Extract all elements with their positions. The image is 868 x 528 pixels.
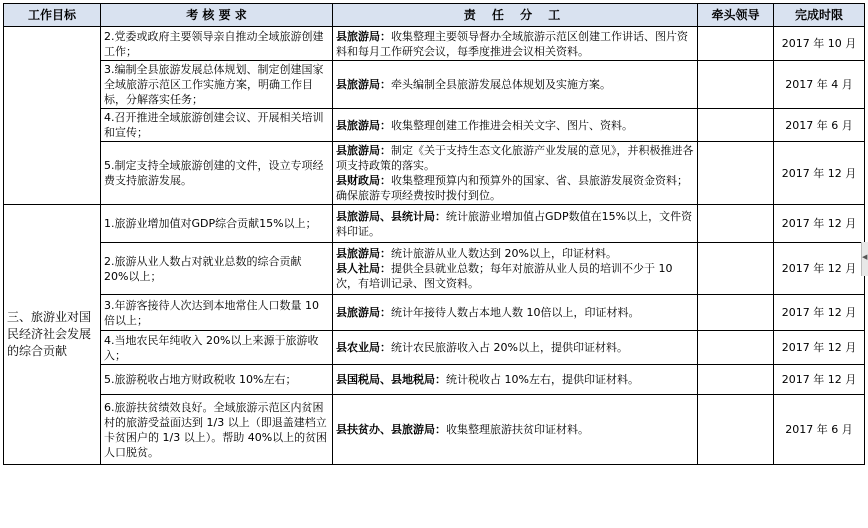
deadline-cell: 2017 年 4 月	[774, 61, 865, 109]
responsibility-text: 统计农民旅游收入占 20%以上，提供印证材料。	[391, 341, 628, 354]
lead-cell	[698, 331, 774, 365]
responsible-org: 县农业局：	[336, 341, 391, 354]
header-deadline: 完成时限	[774, 4, 865, 27]
requirement-cell: 2.党委或政府主要领导亲自推动全域旅游创建工作；	[101, 27, 333, 61]
responsible-org: 县旅游局：	[336, 78, 391, 91]
responsibility-cell	[333, 27, 698, 61]
responsibility-entry	[336, 29, 694, 59]
responsibility-cell	[333, 109, 698, 142]
responsible-org: 县国税局、县地税局：	[336, 373, 446, 386]
responsibility-cell	[333, 331, 698, 365]
responsibility-cell	[333, 295, 698, 331]
deadline-cell: 2017 年 12 月	[774, 142, 865, 205]
responsibility-text: 收集整理创建工作推进会相关文字、图片、资料。	[391, 118, 633, 132]
responsibility-entry	[336, 77, 694, 92]
lead-cell	[698, 109, 774, 142]
deadline-cell: 2017 年 6 月	[774, 109, 865, 142]
responsibility-cell	[333, 61, 698, 109]
deadline-cell: 2017 年 12 月	[774, 365, 865, 395]
table-row	[4, 295, 865, 331]
responsibility-cell	[333, 395, 698, 465]
lead-cell	[698, 205, 774, 243]
responsibility-text: 收集整理旅游扶贫印证材料。	[446, 423, 589, 436]
responsibility-entry	[336, 305, 694, 320]
responsibility-entry	[336, 143, 694, 173]
header-requirement: 考 核 要 求	[101, 4, 333, 27]
lead-cell	[698, 295, 774, 331]
table-row	[4, 61, 865, 109]
lead-cell	[698, 365, 774, 395]
responsibility-text: 统计税收占 10%左右，提供印证材料。	[446, 373, 639, 386]
deadline-cell: 2017 年 12 月	[774, 295, 865, 331]
lead-cell	[698, 142, 774, 205]
responsibility-entry	[336, 173, 694, 203]
lead-cell	[698, 243, 774, 295]
table-row	[4, 205, 865, 243]
table-row	[4, 243, 865, 295]
responsible-org: 县旅游局：	[336, 306, 391, 319]
responsibility-entry	[336, 422, 694, 437]
requirement-cell: 4.当地农民年纯收入 20%以上来源于旅游收入；	[101, 331, 333, 365]
responsible-org: 县旅游局：	[336, 247, 391, 260]
table-row	[4, 331, 865, 365]
expand-arrow-icon[interactable]: ◀	[862, 253, 868, 261]
goal-cell-section-two	[4, 27, 101, 205]
deadline-cell: 2017 年 6 月	[774, 395, 865, 465]
header-goal: 工作目标	[4, 4, 101, 27]
assessment-table	[3, 3, 868, 465]
goal-cell-section-three: 三、旅游业对国民经济社会发展的综合贡献	[4, 205, 101, 465]
responsibility-text: 牵头编制全县旅游发展总体规划及实施方案。	[391, 78, 611, 91]
responsibility-text: 提供全县就业总数；每年对旅游从业人员的培训不少于 10 次，有培训记录、图文资料。	[336, 262, 673, 290]
header-lead: 牵头领导	[698, 4, 774, 27]
responsibility-cell	[333, 365, 698, 395]
responsible-org: 县财政局：	[336, 174, 391, 187]
table-row	[4, 365, 865, 395]
responsibility-entry	[336, 246, 694, 261]
responsibility-entry	[336, 372, 694, 387]
responsible-org: 县旅游局：	[336, 118, 391, 132]
responsibility-text: 统计旅游从业人数达到 20%以上，印证材料。	[391, 247, 617, 260]
header-division: 责 任 分 工	[333, 4, 698, 27]
lead-cell	[698, 61, 774, 109]
responsibility-text: 制定《关于支持生态文化旅游产业发展的意见》，并积极推进各项支持政策的落实。	[336, 144, 694, 172]
lead-cell	[698, 27, 774, 61]
requirement-cell: 5.旅游税收占地方财政税收 10%左右；	[101, 365, 333, 395]
responsibility-entry	[336, 261, 694, 291]
responsibility-text: 统计年接待人数占本地人数 10倍以上，印证材料。	[391, 306, 640, 319]
responsible-org: 县旅游局、县统计局：	[336, 209, 446, 223]
table-row	[4, 142, 865, 205]
requirement-cell: 2.旅游从业人数占对就业总数的综合贡献 20%以上；	[101, 243, 333, 295]
requirement-cell: 4.召开推进全域旅游创建会议、开展相关培训和宣传；	[101, 109, 333, 142]
requirement-cell: 5.制定支持全域旅游创建的文件，设立专项经费支持旅游发展。	[101, 142, 333, 205]
requirement-cell: 3.编制全县旅游发展总体规划、制定创建国家全域旅游示范区工作实施方案，明确工作目标，分解落实任务；	[101, 61, 333, 109]
requirement-cell: 6.旅游扶贫绩效良好。全域旅游示范区内贫困村的旅游受益面达到 1/3 以上（即退盖建档立卡贫困户的 1/3 以上）。帮助 40%以上的贫困人口脱贫。	[101, 395, 333, 465]
deadline-cell: 2017 年 10 月	[774, 27, 865, 61]
table-row	[4, 109, 865, 142]
responsibility-text: 收集整理预算内和预算外的国家、省、县旅游发展资金资料；确保旅游专项经费按时拨付到位。	[336, 174, 688, 202]
responsibility-entry	[336, 209, 694, 239]
responsibility-text: 统计旅游业增加值占GDP数值在15%以上，文件资料印证。	[336, 209, 693, 238]
requirement-cell: 1.旅游业增加值对GDP综合贡献15%以上；	[101, 205, 333, 243]
responsible-org: 县旅游局：	[336, 144, 391, 157]
responsible-org: 县人社局：	[336, 262, 391, 275]
responsible-org: 县扶贫办、县旅游局：	[336, 423, 446, 436]
header-row	[4, 4, 865, 27]
responsibility-entry	[336, 340, 694, 355]
table-body	[4, 27, 868, 465]
deadline-cell: 2017 年 12 月	[774, 331, 865, 365]
responsibility-entry	[336, 118, 694, 133]
responsible-org: 县旅游局：	[336, 29, 391, 43]
responsibility-cell	[333, 142, 698, 205]
deadline-cell: 2017 年 12 月	[774, 243, 865, 295]
responsibility-cell	[333, 205, 698, 243]
requirement-cell: 3.年游客接待人次达到本地常住人口数量 10倍以上；	[101, 295, 333, 331]
deadline-cell: 2017 年 12 月	[774, 205, 865, 243]
responsibility-text: 收集整理主要领导督办全域旅游示范区创建工作讲话、图片资料和每月工作研究会议，每季度推进会议相关资料。	[336, 29, 688, 58]
lead-cell	[698, 395, 774, 465]
responsibility-cell	[333, 243, 698, 295]
table-row	[4, 27, 865, 61]
table-row	[4, 395, 865, 465]
